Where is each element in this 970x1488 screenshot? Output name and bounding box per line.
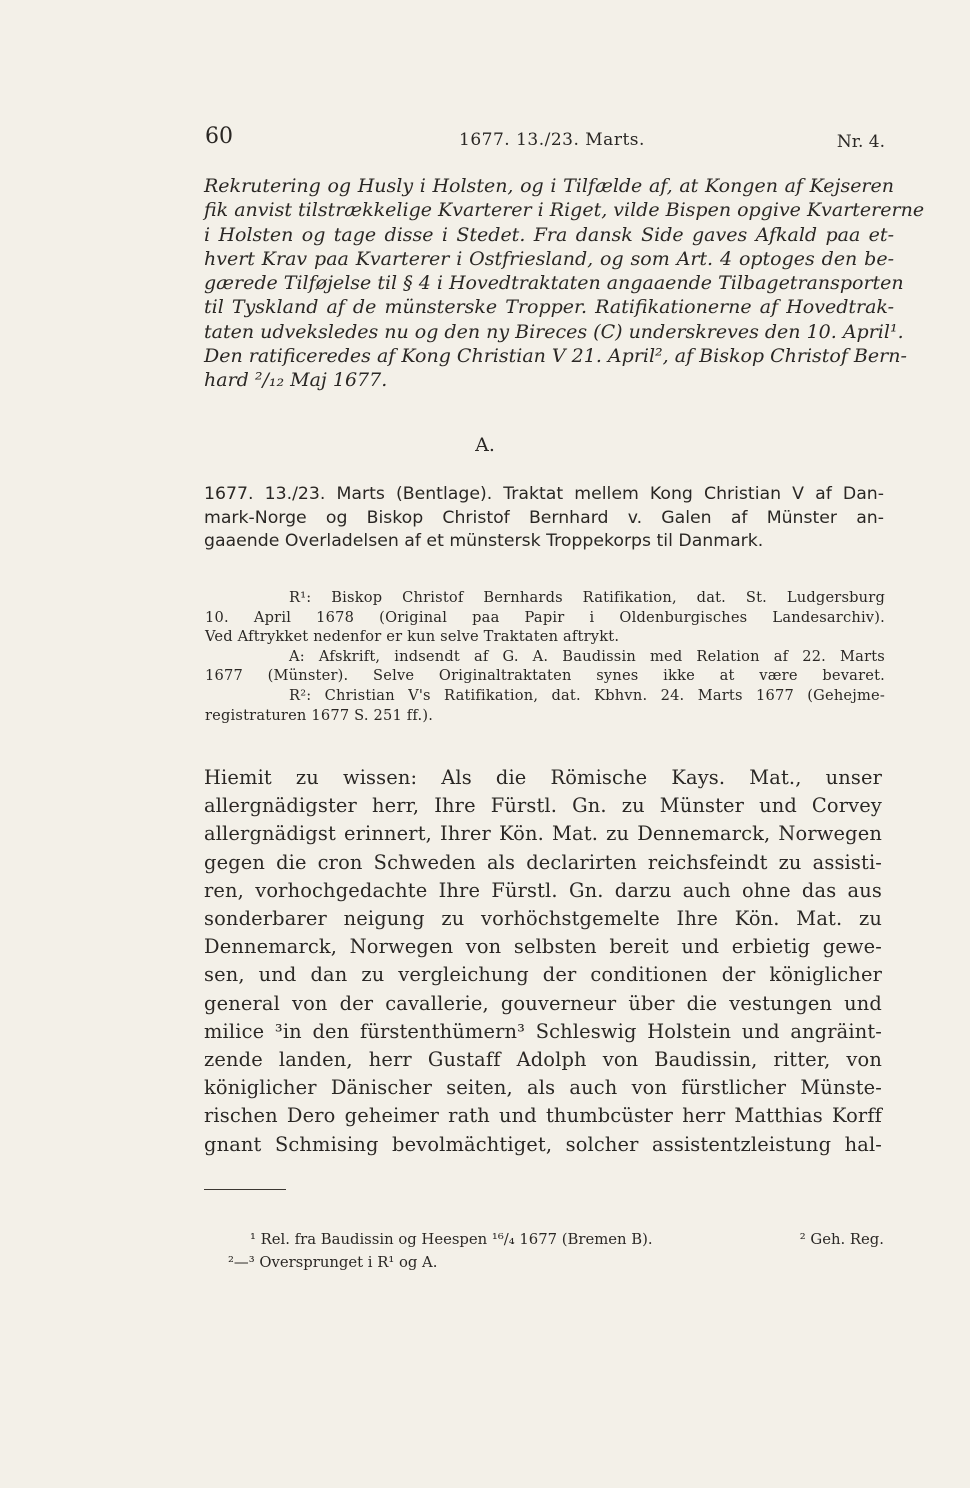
body-line: gnant Schmising bevolmächtiget, solcher assistentzleistung hal- (204, 1132, 882, 1156)
source-line: R²: Christian V's Ratifikation, dat. Kbhvn. 24. Marts 1677 (Gehejme- (289, 686, 885, 704)
document-number: Nr. 4. (836, 132, 885, 152)
summary-line: Den ratificeredes af Kong Christian V 21. April², af Biskop Christof Bern- (204, 345, 907, 368)
source-line: Ved Aftrykket nedenfor er kun selve Traktaten aftrykt. (205, 628, 620, 646)
footnotes (204, 1229, 884, 1274)
summary-line: hvert Krav paa Kvarterer i Ostfriesland, og som Art. 4 optoges den be- (204, 247, 894, 270)
body-line: sen, und dan zu vergleichung der conditionen der königlicher (204, 963, 882, 987)
page-number: 60 (205, 124, 233, 149)
summary-line: Rekrutering og Husly i Holsten, og i Tilfælde af, at Kongen af Kejseren (204, 175, 894, 197)
footnote-3: ²—³ Oversprunget i R¹ og A. (228, 1253, 438, 1271)
body-line: Dennemarck, Norwegen von selbsten bereit und erbietig gewe- (204, 935, 882, 959)
heading-line: gaaende Overladelsen af et münstersk Troppekorps til Danmark. (204, 531, 764, 551)
footnote-row (204, 1252, 884, 1275)
footnote-row (204, 1229, 884, 1252)
document-heading (204, 483, 884, 554)
body-line: allergnädigst erinnert, Ihrer Kön. Mat. zu Dennemarck, Norwegen (204, 822, 882, 846)
heading-line: mark-Norge og Biskop Christof Bernhard v. Galen af Münster an- (204, 507, 884, 528)
summary-line: gærede Tilføjelse til § 4 i Hovedtraktaten angaaende Tilbagetransporten (204, 272, 904, 295)
summary-line: hard ²/₁₂ Maj 1677. (204, 369, 388, 392)
footnote-divider (204, 1189, 286, 1190)
running-head-date: 1677. 13./23. Marts. (459, 130, 645, 150)
body-line: ren, vorhochgedachte Ihre Fürstl. Gn. darzu auch ohne das aus (204, 878, 882, 902)
body-line: rischen Dero geheimer rath und thumbcüster herr Matthias Korff (204, 1104, 882, 1128)
section-letter: A. (475, 434, 495, 456)
body-line: Hiemit zu wissen: Als die Römische Kays. Mat., unser (204, 766, 882, 789)
body-line: sonderbarer neigung zu vorhöchstgemelte Ihre Kön. Mat. zu (204, 907, 882, 931)
body-line: milice ³in den fürstenthümern³ Schleswig Holstein und angräint- (204, 1019, 882, 1043)
source-notes (205, 588, 885, 725)
body-line: gegen die cron Schweden als declarirten reichsfeindt zu assisti- (204, 850, 882, 874)
body-line: general von der cavallerie, gouverneur über die vestungen und (204, 991, 882, 1015)
running-head (205, 124, 885, 156)
summary-paragraph (204, 174, 925, 393)
source-line: 10. April 1678 (Original paa Papir i Oldenburgisches Landesarchiv). (205, 608, 885, 626)
body-line: allergnädigster herr, Ihre Fürstl. Gn. zu Münster und Corvey (204, 794, 882, 818)
footnote-1: ¹ Rel. fra Baudissin og Heespen ¹⁶/₄ 1677 (Bremen B). (250, 1231, 653, 1248)
footnote-2: ² Geh. Reg. (799, 1231, 884, 1248)
treaty-text (204, 764, 882, 1159)
body-line: zende landen, herr Gustaff Adolph von Baudissin, ritter, von (204, 1048, 882, 1072)
body-line: königlicher Dänischer seiten, als auch von fürstlicher Münste- (204, 1076, 882, 1100)
summary-line: taten udveksledes nu og den ny Bireces (C) underskreves den 10. April¹. (204, 320, 904, 343)
summary-line: i Holsten og tage disse i Stedet. Fra dansk Side gaves Afkald paa et- (204, 223, 894, 246)
source-line: 1677 (Münster). Selve Originaltraktaten synes ikke at være bevaret. (205, 667, 885, 685)
heading-line: 1677. 13./23. Marts (Bentlage). Traktat mellem Kong Christian V af Dan- (204, 484, 884, 504)
source-line: registraturen 1677 S. 251 ff.). (205, 706, 434, 724)
summary-line: til Tyskland af de münsterske Tropper. Ratifikationerne af Hovedtrak- (204, 296, 894, 319)
source-line: R¹: Biskop Christof Bernhards Ratifikation, dat. St. Ludgersburg (289, 589, 885, 606)
source-line: A: Afskrift, indsendt af G. A. Baudissin med Relation af 22. Marts (289, 647, 885, 665)
summary-line: fik anvist tilstrækkelige Kvarterer i Riget, vilde Bispen opgive Kvartererne (204, 199, 925, 222)
